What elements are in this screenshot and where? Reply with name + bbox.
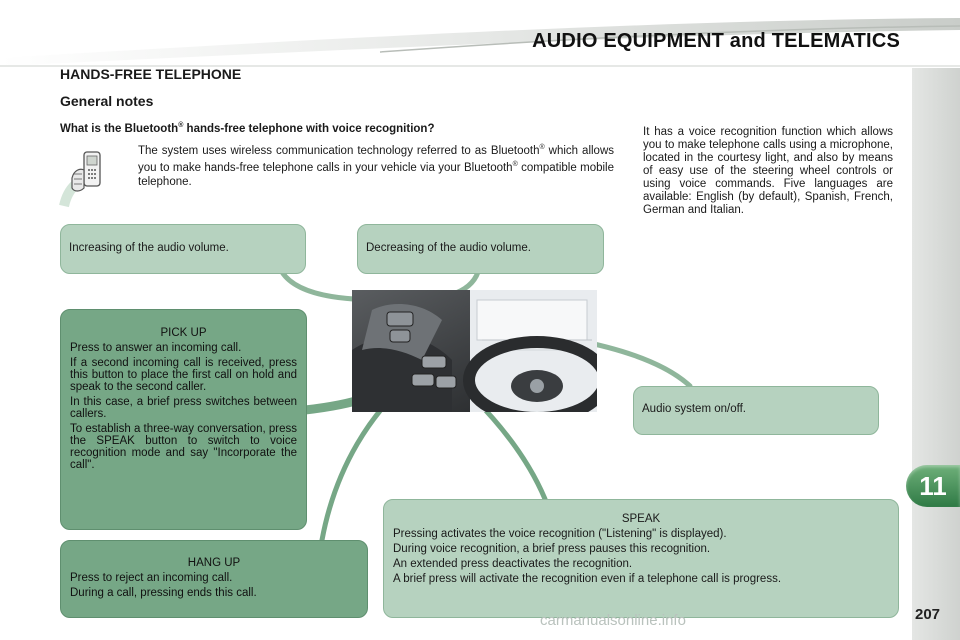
steering-wheel-photo bbox=[352, 290, 597, 412]
volume-up-callout bbox=[60, 224, 306, 274]
intro-paragraph bbox=[138, 141, 614, 189]
question-suffix: hands-free telephone with voice recognition? bbox=[183, 122, 435, 135]
registered-mark: ® bbox=[512, 160, 518, 168]
pick-up-line: In this case, a brief press switches between callers. bbox=[70, 396, 297, 420]
question-heading bbox=[60, 122, 434, 135]
volume-down-label: Decreasing of the audio volume. bbox=[366, 242, 531, 254]
pick-up-line: If a second incoming call is received, press this button to place the first call on hold and speak to the second caller. bbox=[70, 357, 297, 393]
intro-text-2: which allows you to make hands-free telephone calls in your vehicle via your Bluetooth bbox=[138, 144, 614, 174]
audio-on-off-callout bbox=[633, 386, 879, 435]
speak-line: A brief press will activate the recognition even if a telephone call is progress. bbox=[393, 573, 782, 585]
speak-title: SPEAK bbox=[621, 513, 661, 525]
subsection-title: General notes bbox=[60, 93, 154, 109]
volume-down-callout bbox=[357, 224, 604, 274]
side-band bbox=[912, 68, 960, 640]
pick-up-line: Press to answer an incoming call. bbox=[70, 342, 242, 354]
audio-on-off-label: Audio system on/off. bbox=[642, 403, 746, 415]
speak-line: Pressing activates the voice recognition ("Listening" is displayed). bbox=[393, 528, 727, 540]
intro-text-3: compatible mobile telephone. bbox=[138, 161, 614, 188]
watermark: carmanualsonline.info bbox=[540, 612, 686, 629]
voice-recognition-paragraph: It has a voice recognition function which allows you to make telephone calls using a microphone, located in the courtesy light, and also by means of easy use of the steering wheel controls or using voice commands. Five languages are available: English (by default), Spanish, French, German and Italian. bbox=[643, 126, 893, 216]
speak-line: During voice recognition, a brief press pauses this recognition. bbox=[393, 543, 711, 555]
section-title: HANDS-FREE TELEPHONE bbox=[60, 66, 242, 82]
hang-up-callout bbox=[60, 540, 368, 618]
hang-up-line: During a call, pressing ends this call. bbox=[70, 587, 257, 599]
pick-up-line: To establish a three-way conversation, press the SPEAK button to switch to voice recognition mode and say "Incorporate the call". bbox=[70, 423, 297, 471]
hang-up-line: Press to reject an incoming call. bbox=[70, 572, 233, 584]
chapter-badge: 11 bbox=[906, 465, 960, 507]
speak-line: An extended press deactivates the recognition. bbox=[393, 558, 633, 570]
question-prefix: What is the Bluetooth bbox=[60, 122, 179, 135]
hang-up-title: HANG UP bbox=[187, 557, 241, 569]
page-title: AUDIO EQUIPMENT and TELEMATICS bbox=[532, 30, 900, 52]
registered-mark: ® bbox=[539, 144, 545, 151]
intro-text-1: The system uses wireless communication technology referred to as Bluetooth bbox=[138, 144, 540, 157]
speak-callout bbox=[383, 499, 899, 618]
phone-hand-icon bbox=[58, 148, 128, 208]
pick-up-title: PICK UP bbox=[160, 327, 207, 339]
registered-mark: ® bbox=[178, 122, 184, 129]
pick-up-callout bbox=[60, 309, 307, 530]
volume-up-label: Increasing of the audio volume. bbox=[69, 242, 229, 254]
page-number: 207 bbox=[915, 606, 941, 623]
